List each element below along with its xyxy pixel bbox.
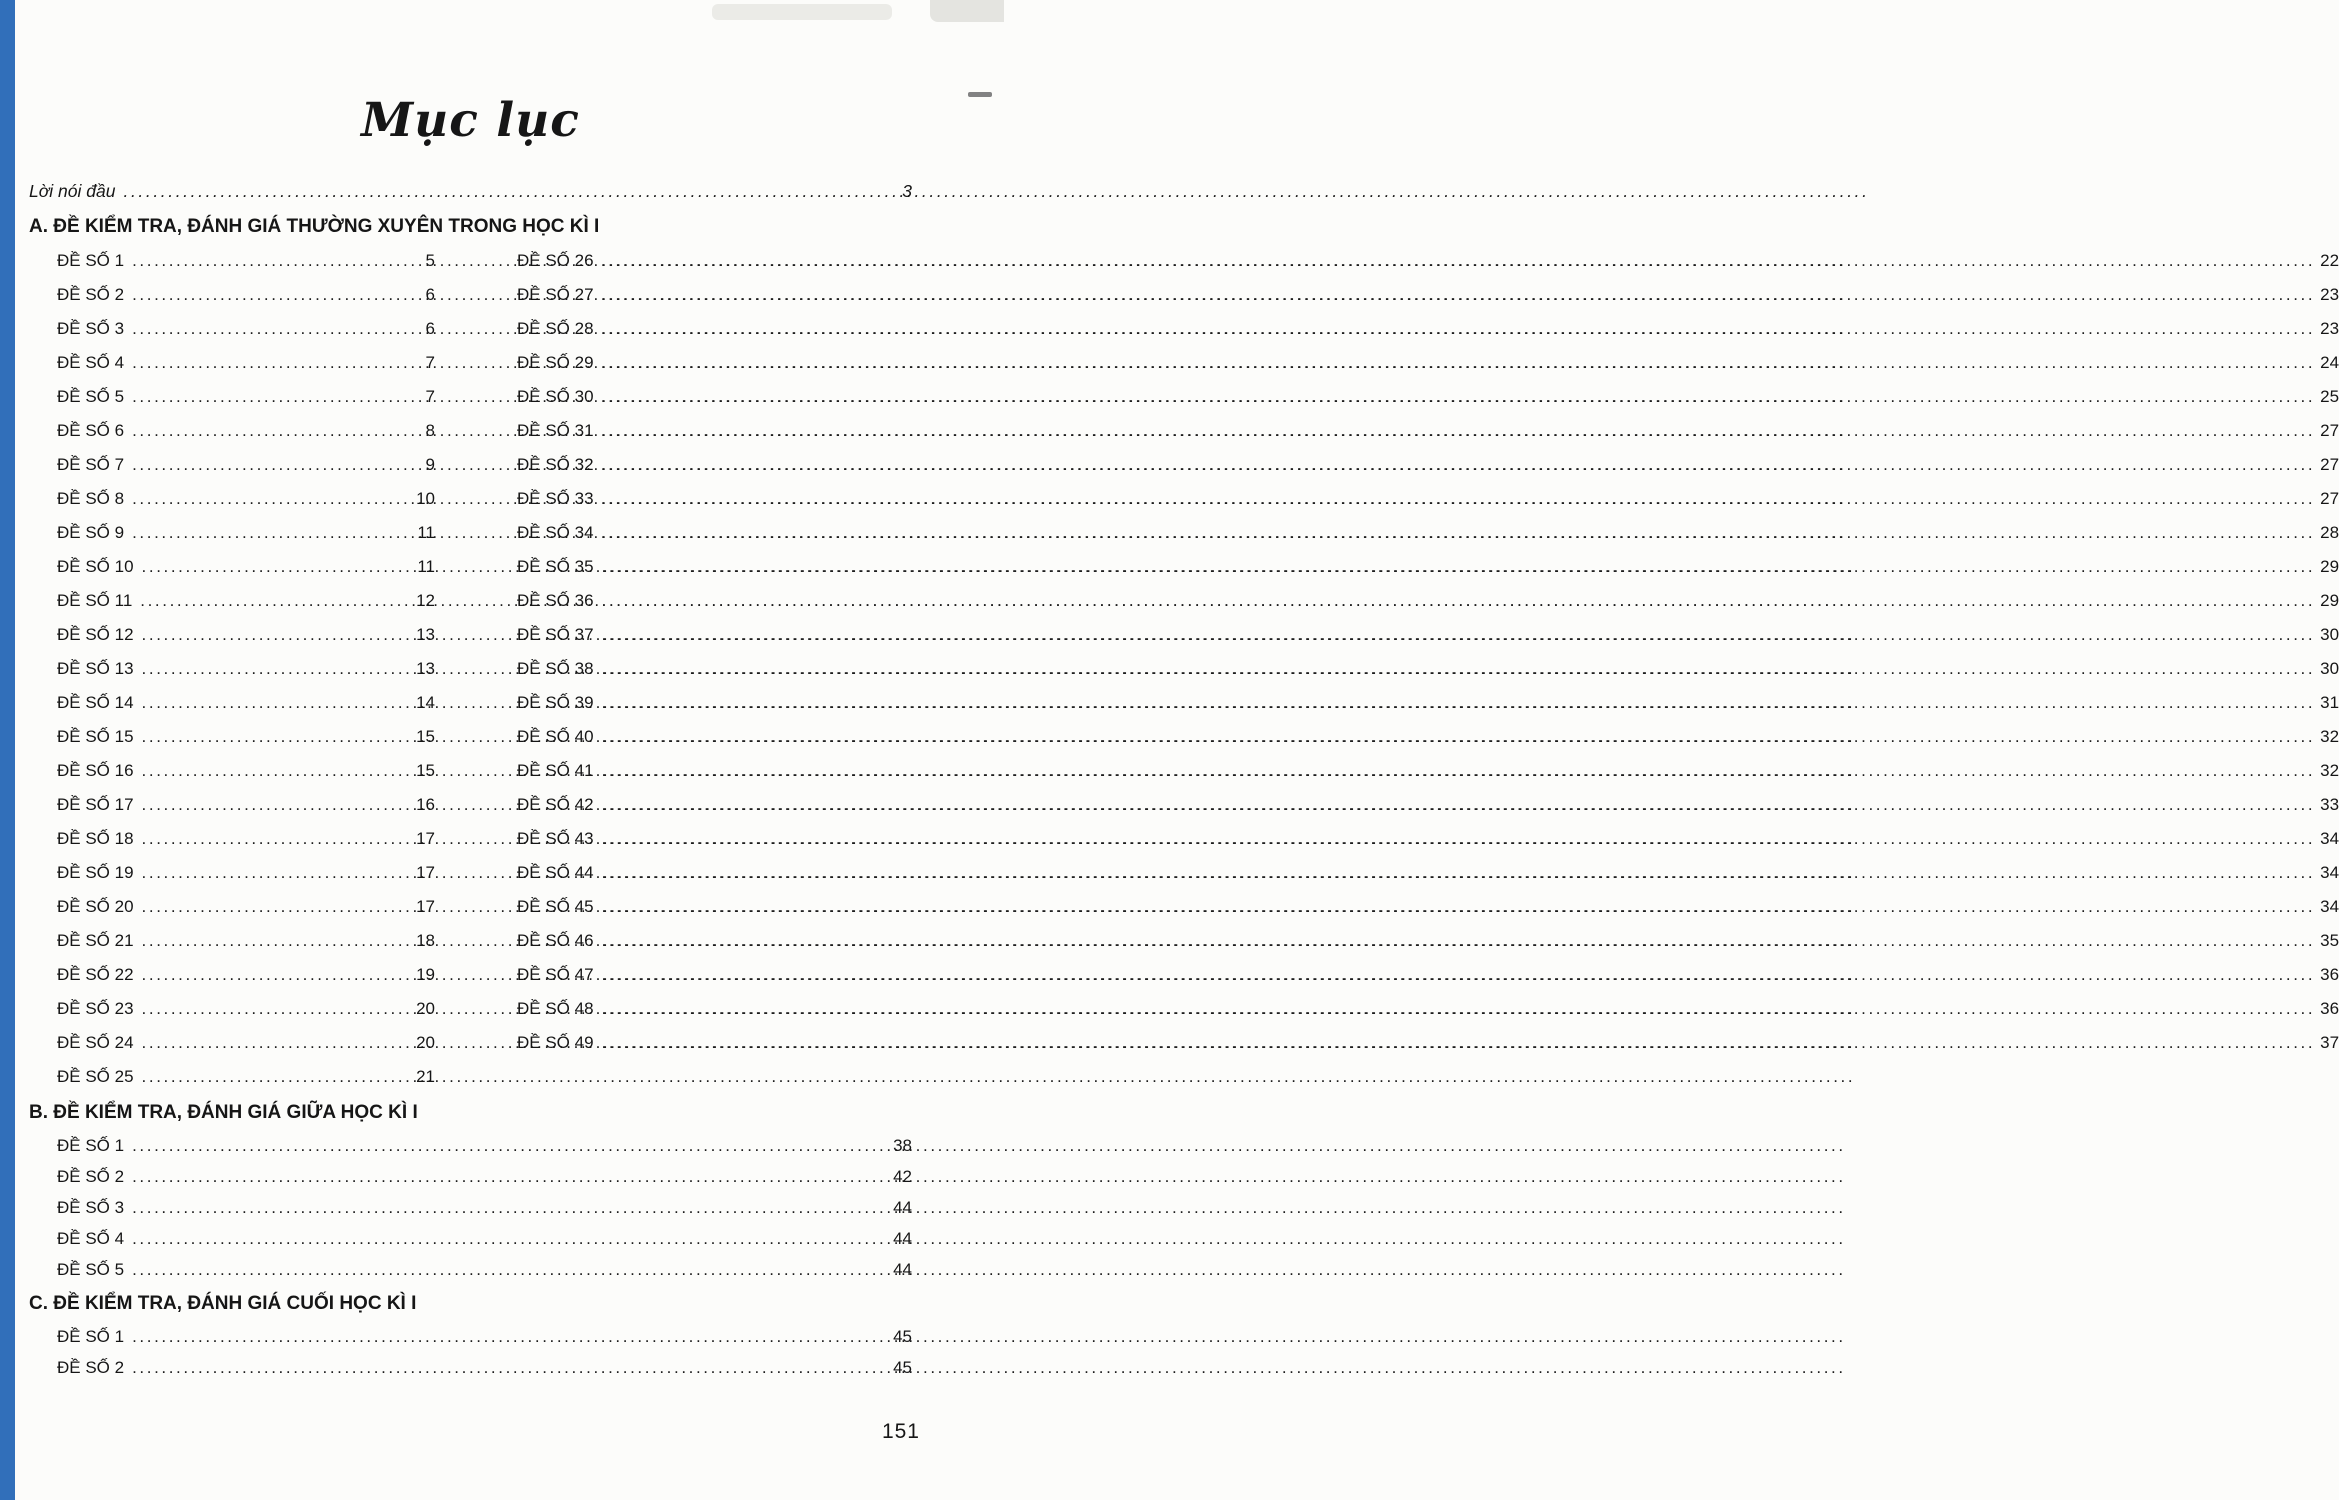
toc-entry <box>517 346 2339 380</box>
toc-entry-label: ĐỀ SỐ 8 <box>57 489 125 508</box>
toc-entry <box>517 754 2339 788</box>
toc-entry-page: 30 <box>2320 659 2339 678</box>
toc-entry-label: ĐỀ SỐ 22 <box>57 965 134 984</box>
dot-leader <box>132 1130 888 1161</box>
toc-entry <box>517 958 2339 992</box>
toc-entry-label: ĐỀ SỐ 43 <box>517 829 594 848</box>
toc-entry <box>57 890 435 924</box>
toc-entry-label: ĐỀ SỐ 25 <box>57 1067 134 1086</box>
toc-entry-page: 27 <box>2320 455 2339 474</box>
toc-entry-page: 22 <box>2320 251 2339 270</box>
dot-leader <box>142 992 412 1026</box>
toc-entry-page: 3 <box>902 181 912 201</box>
toc-entry <box>517 788 2339 822</box>
toc-entry-label: ĐỀ SỐ 20 <box>57 897 134 916</box>
toc-entry-label: ĐỀ SỐ 48 <box>517 999 594 1018</box>
dot-leader <box>132 1223 888 1254</box>
toc-entry <box>517 380 2339 414</box>
toc-entry-label: ĐỀ SỐ 40 <box>517 727 594 746</box>
dot-leader <box>142 924 412 958</box>
toc-entry-page: 38 <box>893 1136 912 1155</box>
dot-leader <box>602 1026 2316 1060</box>
page-title: Mục lục <box>361 93 580 148</box>
toc-section <box>29 1289 912 1383</box>
toc-entry-label: ĐỀ SỐ 3 <box>57 1198 125 1217</box>
dot-leader <box>132 1192 888 1223</box>
toc-entry-label: ĐỀ SỐ 46 <box>517 931 594 950</box>
toc-entry <box>517 482 2339 516</box>
toc-entry-page: 44 <box>893 1260 912 1279</box>
toc-entry-label: ĐỀ SỐ 30 <box>517 387 594 406</box>
dot-leader <box>602 584 2316 618</box>
toc-entry <box>517 720 2339 754</box>
toc-entry-label: ĐỀ SỐ 12 <box>57 625 134 644</box>
dot-leader <box>142 618 412 652</box>
dot-leader <box>132 414 420 448</box>
toc-entry-page: 17 <box>416 863 435 882</box>
dot-leader <box>132 312 420 346</box>
toc-entry <box>517 686 2339 720</box>
toc-entry-label: ĐỀ SỐ 15 <box>57 727 134 746</box>
toc-entry-page: 32 <box>2320 727 2339 746</box>
toc-entry-label: ĐỀ SỐ 26 <box>517 251 594 270</box>
toc-section <box>29 1098 912 1285</box>
dot-leader <box>142 788 412 822</box>
toc-entry-page: 45 <box>893 1358 912 1377</box>
toc-entry-page: 25 <box>2320 387 2339 406</box>
toc-entry <box>517 924 2339 958</box>
toc-entry <box>517 584 2339 618</box>
toc-entry <box>57 720 435 754</box>
dot-leader <box>602 618 2316 652</box>
section-heading: A. ĐỀ KIỂM TRA, ĐÁNH GIÁ THƯỜNG XUYÊN TRONG HỌC KÌ I <box>29 216 600 237</box>
toc-section <box>29 212 2339 1094</box>
dot-leader <box>140 584 411 618</box>
toc-entry-page: 44 <box>893 1229 912 1248</box>
toc-entry-label: ĐỀ SỐ 16 <box>57 761 134 780</box>
dot-leader <box>123 174 897 208</box>
dot-leader <box>602 380 2316 414</box>
toc-entry-page: 35 <box>2320 931 2339 950</box>
dot-leader <box>132 244 420 278</box>
toc-entry-page: 11 <box>417 557 435 576</box>
toc-entry <box>517 1026 2339 1060</box>
dot-leader <box>602 686 2316 720</box>
toc-entry-label: ĐỀ SỐ 5 <box>57 1260 125 1279</box>
toc-entry-label: ĐỀ SỐ 21 <box>57 931 134 950</box>
toc-entry-page: 16 <box>416 795 435 814</box>
dot-leader <box>602 720 2316 754</box>
toc-entry <box>57 1060 435 1094</box>
toc-entry-label: ĐỀ SỐ 38 <box>517 659 594 678</box>
toc-entry <box>517 992 2339 1026</box>
toc-entry-page: 36 <box>2320 999 2339 1018</box>
toc-entry-label: ĐỀ SỐ 19 <box>57 863 134 882</box>
toc-entry-page: 23 <box>2320 285 2339 304</box>
toc-entry-page: 29 <box>2320 557 2339 576</box>
toc-entry-label: ĐỀ SỐ 49 <box>517 1033 594 1052</box>
toc-entry-page: 32 <box>2320 761 2339 780</box>
toc-entry-page: 15 <box>416 761 435 780</box>
toc-column <box>517 244 2339 1094</box>
toc-entry <box>57 414 435 448</box>
toc-entry-label: ĐỀ SỐ 2 <box>57 285 125 304</box>
toc-entry-page: 14 <box>416 693 435 712</box>
toc-entry-page: 12 <box>416 591 435 610</box>
toc-entry-page: 34 <box>2320 829 2339 848</box>
toc-entry-preface <box>29 174 912 208</box>
toc-entry-label: ĐỀ SỐ 33 <box>517 489 594 508</box>
toc-entry-page: 31 <box>2320 693 2339 712</box>
toc-entry-label: ĐỀ SỐ 42 <box>517 795 594 814</box>
toc-entry-label: ĐỀ SỐ 41 <box>517 761 594 780</box>
toc-entry-page: 17 <box>416 829 435 848</box>
dot-leader <box>132 448 420 482</box>
dot-leader <box>602 754 2316 788</box>
toc-entry <box>57 278 435 312</box>
toc-entry-page: 6 <box>425 319 435 338</box>
toc-entry <box>57 618 435 652</box>
dot-leader <box>142 652 412 686</box>
toc-entry <box>517 890 2339 924</box>
dot-leader <box>142 686 412 720</box>
toc-entry-page: 24 <box>2320 353 2339 372</box>
toc-entry <box>57 924 435 958</box>
toc-entry-page: 10 <box>416 489 435 508</box>
toc-entry-label: ĐỀ SỐ 18 <box>57 829 134 848</box>
dot-leader <box>142 1026 412 1060</box>
section-heading: B. ĐỀ KIỂM TRA, ĐÁNH GIÁ GIỮA HỌC KÌ I <box>29 1102 418 1123</box>
book-spine <box>0 0 15 1500</box>
toc-entry-label: ĐỀ SỐ 6 <box>57 421 125 440</box>
toc-entry-label: ĐỀ SỐ 47 <box>517 965 594 984</box>
dot-leader <box>602 856 2316 890</box>
toc-entry-label: ĐỀ SỐ 37 <box>517 625 594 644</box>
toc-entry <box>517 244 2339 278</box>
toc-entry <box>57 754 435 788</box>
toc-entry-label: ĐỀ SỐ 11 <box>57 591 133 610</box>
toc-entry-page: 29 <box>2320 591 2339 610</box>
toc-entry <box>57 652 435 686</box>
toc-entry-page: 9 <box>425 455 435 474</box>
toc-entry-label: ĐỀ SỐ 45 <box>517 897 594 916</box>
toc-entry-label: ĐỀ SỐ 4 <box>57 353 125 372</box>
toc-entry-label: ĐỀ SỐ 7 <box>57 455 125 474</box>
toc-entry <box>57 448 435 482</box>
toc-entry-label: ĐỀ SỐ 1 <box>57 251 125 270</box>
toc-entry <box>517 516 2339 550</box>
dot-leader <box>142 856 412 890</box>
toc-entry-page: 27 <box>2320 421 2339 440</box>
toc-entry-page: 36 <box>2320 965 2339 984</box>
toc-entry-label: ĐỀ SỐ 2 <box>57 1358 125 1377</box>
toc-entry-label: ĐỀ SỐ 23 <box>57 999 134 1018</box>
dot-leader <box>602 516 2316 550</box>
toc-entry-page: 21 <box>416 1067 435 1086</box>
toc-entry-page: 30 <box>2320 625 2339 644</box>
dot-leader <box>602 822 2316 856</box>
toc-entry-label: ĐỀ SỐ 1 <box>57 1327 125 1346</box>
toc-entry <box>57 788 435 822</box>
toc-entry-label: ĐỀ SỐ 39 <box>517 693 594 712</box>
toc-entry <box>517 856 2339 890</box>
toc-entry-page: 45 <box>893 1327 912 1346</box>
toc-entry <box>57 686 435 720</box>
dot-leader <box>132 278 420 312</box>
dot-leader <box>142 550 413 584</box>
toc-entry-page: 7 <box>425 387 435 406</box>
toc-entry <box>57 550 435 584</box>
toc-entry-page: 37 <box>2320 1033 2339 1052</box>
toc-entry <box>517 618 2339 652</box>
toc-entry <box>57 1130 912 1161</box>
toc-entry <box>517 822 2339 856</box>
toc-entry <box>57 346 435 380</box>
dot-leader <box>132 1321 888 1352</box>
dot-leader <box>602 244 2316 278</box>
dot-leader <box>132 1352 888 1383</box>
dot-leader <box>602 890 2316 924</box>
dot-leader <box>602 482 2316 516</box>
dot-leader <box>602 958 2316 992</box>
toc-entry <box>57 584 435 618</box>
section-heading: C. ĐỀ KIỂM TRA, ĐÁNH GIÁ CUỐI HỌC KÌ I <box>29 1293 417 1314</box>
toc-entry-label: ĐỀ SỐ 2 <box>57 1167 125 1186</box>
toc-entry <box>517 550 2339 584</box>
toc-entry-page: 33 <box>2320 795 2339 814</box>
toc-entry <box>517 652 2339 686</box>
toc-entry-page: 6 <box>425 285 435 304</box>
dot-leader <box>132 516 412 550</box>
dot-leader <box>602 448 2316 482</box>
toc-entry-page: 13 <box>416 659 435 678</box>
toc-entry-page: 23 <box>2320 319 2339 338</box>
toc-entry-label: ĐỀ SỐ 4 <box>57 1229 125 1248</box>
toc-entry-page: 13 <box>416 625 435 644</box>
toc-entry-page: 34 <box>2320 897 2339 916</box>
dot-leader <box>132 1254 888 1285</box>
toc-entry-label: ĐỀ SỐ 13 <box>57 659 134 678</box>
toc-entry <box>57 516 435 550</box>
dot-leader <box>602 278 2316 312</box>
toc-page <box>15 0 2339 1500</box>
toc-entry-label: ĐỀ SỐ 35 <box>517 557 594 576</box>
toc-entry-label: ĐỀ SỐ 3 <box>57 319 125 338</box>
toc-entry-label: ĐỀ SỐ 9 <box>57 523 125 542</box>
dot-leader <box>142 822 412 856</box>
toc-entry-page: 11 <box>417 523 435 542</box>
dot-leader <box>132 1161 888 1192</box>
toc-entry-page: 44 <box>893 1198 912 1217</box>
dot-leader <box>602 992 2316 1026</box>
dot-leader <box>142 1060 412 1094</box>
toc-entry-page: 19 <box>416 965 435 984</box>
dot-leader <box>132 482 411 516</box>
dot-leader <box>142 890 412 924</box>
toc-entry <box>517 414 2339 448</box>
toc-entry <box>57 1352 912 1383</box>
toc-entry-label: ĐỀ SỐ 28 <box>517 319 594 338</box>
toc-entry <box>57 244 435 278</box>
toc-sections <box>29 212 2339 1383</box>
toc-entry-page: 7 <box>425 353 435 372</box>
toc-entry-label: ĐỀ SỐ 10 <box>57 557 134 576</box>
dot-leader <box>142 754 412 788</box>
toc-entry-page: 17 <box>416 897 435 916</box>
toc-entry <box>517 312 2339 346</box>
dot-leader <box>602 312 2316 346</box>
dot-leader <box>132 346 420 380</box>
toc-entry-label: ĐỀ SỐ 17 <box>57 795 134 814</box>
toc-entry <box>57 1321 912 1352</box>
toc-entry <box>57 1254 912 1285</box>
toc-entry <box>517 278 2339 312</box>
toc-entry <box>57 1161 912 1192</box>
dot-leader <box>602 414 2316 448</box>
dot-leader <box>602 346 2316 380</box>
toc-entry-page: 18 <box>416 931 435 950</box>
toc-entry-page: 20 <box>416 999 435 1018</box>
toc-columns <box>57 244 2339 1094</box>
toc-entry <box>57 856 435 890</box>
dot-leader <box>142 958 412 992</box>
toc-entry <box>57 822 435 856</box>
toc-entry <box>57 992 435 1026</box>
toc-entry-page: 5 <box>425 251 435 270</box>
toc-entry-label: ĐỀ SỐ 27 <box>517 285 594 304</box>
toc-entry-label: ĐỀ SỐ 29 <box>517 353 594 372</box>
toc-entry-label: ĐỀ SỐ 5 <box>57 387 125 406</box>
dot-leader <box>602 788 2316 822</box>
toc-entry <box>57 1223 912 1254</box>
toc-entry-label: Lời nói đầu <box>29 181 116 201</box>
toc-entry-label: ĐỀ SỐ 1 <box>57 1136 125 1155</box>
dot-leader <box>602 550 2316 584</box>
dot-leader <box>142 720 412 754</box>
toc-column <box>57 244 435 1094</box>
toc-entry-page: 28 <box>2320 523 2339 542</box>
toc-entry <box>57 380 435 414</box>
toc-entry <box>57 1026 435 1060</box>
toc-entry-label: ĐỀ SỐ 32 <box>517 455 594 474</box>
toc-entry-label: ĐỀ SỐ 24 <box>57 1033 134 1052</box>
toc-entry <box>517 448 2339 482</box>
toc-entry-page: 15 <box>416 727 435 746</box>
toc-entry-page: 8 <box>425 421 435 440</box>
toc-entry <box>57 482 435 516</box>
toc-entry-label: ĐỀ SỐ 36 <box>517 591 594 610</box>
page-number: 151 <box>881 1420 920 1443</box>
toc-entry <box>57 312 435 346</box>
toc-entry-label: ĐỀ SỐ 31 <box>517 421 594 440</box>
toc-entry <box>57 1192 912 1223</box>
toc-entry-page: 20 <box>416 1033 435 1052</box>
dot-leader <box>602 924 2316 958</box>
toc-entry-label: ĐỀ SỐ 14 <box>57 693 134 712</box>
toc-entry-page: 34 <box>2320 863 2339 882</box>
toc-entry-label: ĐỀ SỐ 34 <box>517 523 594 542</box>
toc-entry-label: ĐỀ SỐ 44 <box>517 863 594 882</box>
toc-entry <box>57 958 435 992</box>
dot-leader <box>602 652 2316 686</box>
dot-leader <box>132 380 420 414</box>
toc-entry-page: 42 <box>893 1167 912 1186</box>
toc-entry-page: 27 <box>2320 489 2339 508</box>
